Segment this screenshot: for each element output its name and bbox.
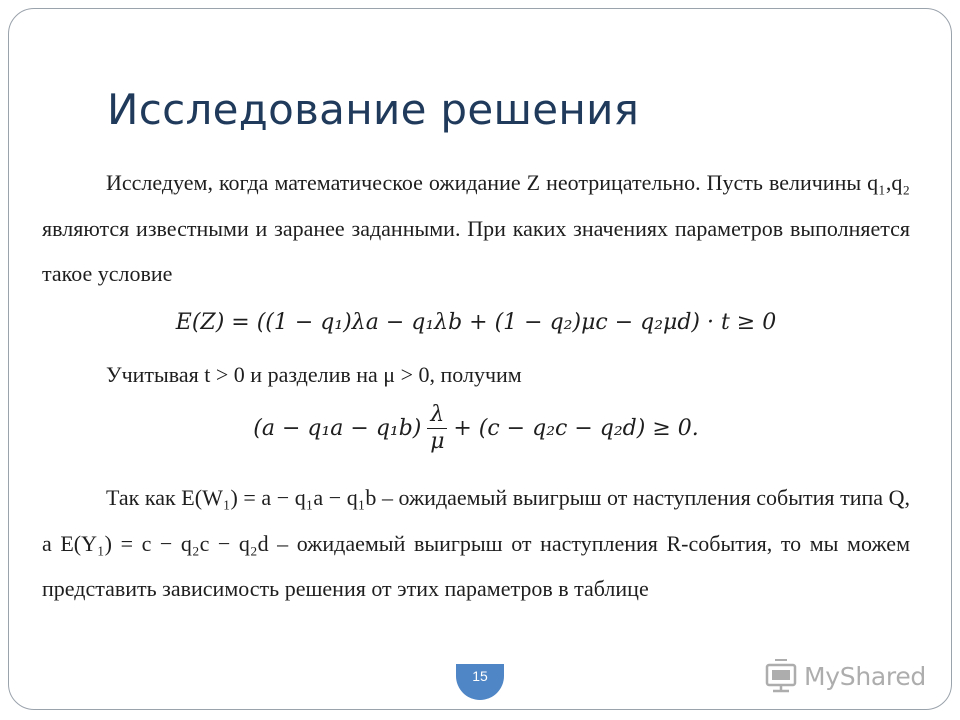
formula-inequality-right: + (c − q₂c − q₂d) ≥ 0.	[453, 416, 699, 441]
slide-title: Исследование решения	[107, 85, 640, 134]
page-number-badge: 15	[456, 664, 504, 700]
myshared-logo-icon	[764, 658, 798, 694]
paragraph-conclusion: Так как E(W₁) = a − q₁a − q₁b – ожидаемый выигрыш от наступления события типа Q, а E(Y₁) = c − q₂c − q₂d – ожидаемый выигрыш от наступления R-события, то мы можем представить зависимость решения от этих параметров в таблице	[42, 485, 910, 601]
watermark	[764, 656, 926, 696]
paragraph-dividing: Учитывая t > 0 и разделив на μ > 0, получим	[106, 362, 522, 387]
formula-inequality	[42, 402, 910, 466]
fraction-lambda-over-mu	[425, 402, 449, 455]
fraction-denominator: μ	[430, 429, 445, 454]
paragraph-intro: Исследуем, когда математическое ожидание Z неотрицательно. Пусть величины q₁,q₂ являются известными и заранее заданными. При каких значениях параметров выполняется такое условие	[42, 170, 910, 286]
formula-inequality-left: (a − q₁a − q₁b)	[253, 416, 422, 441]
watermark-text: MyShared	[804, 661, 926, 691]
formula-expected-value: E(Z) = ((1 − q₁)λa − q₁λb + (1 − q₂)μc − q₂μd) · t ≥ 0	[175, 310, 777, 335]
fraction-numerator: λ	[427, 402, 447, 429]
